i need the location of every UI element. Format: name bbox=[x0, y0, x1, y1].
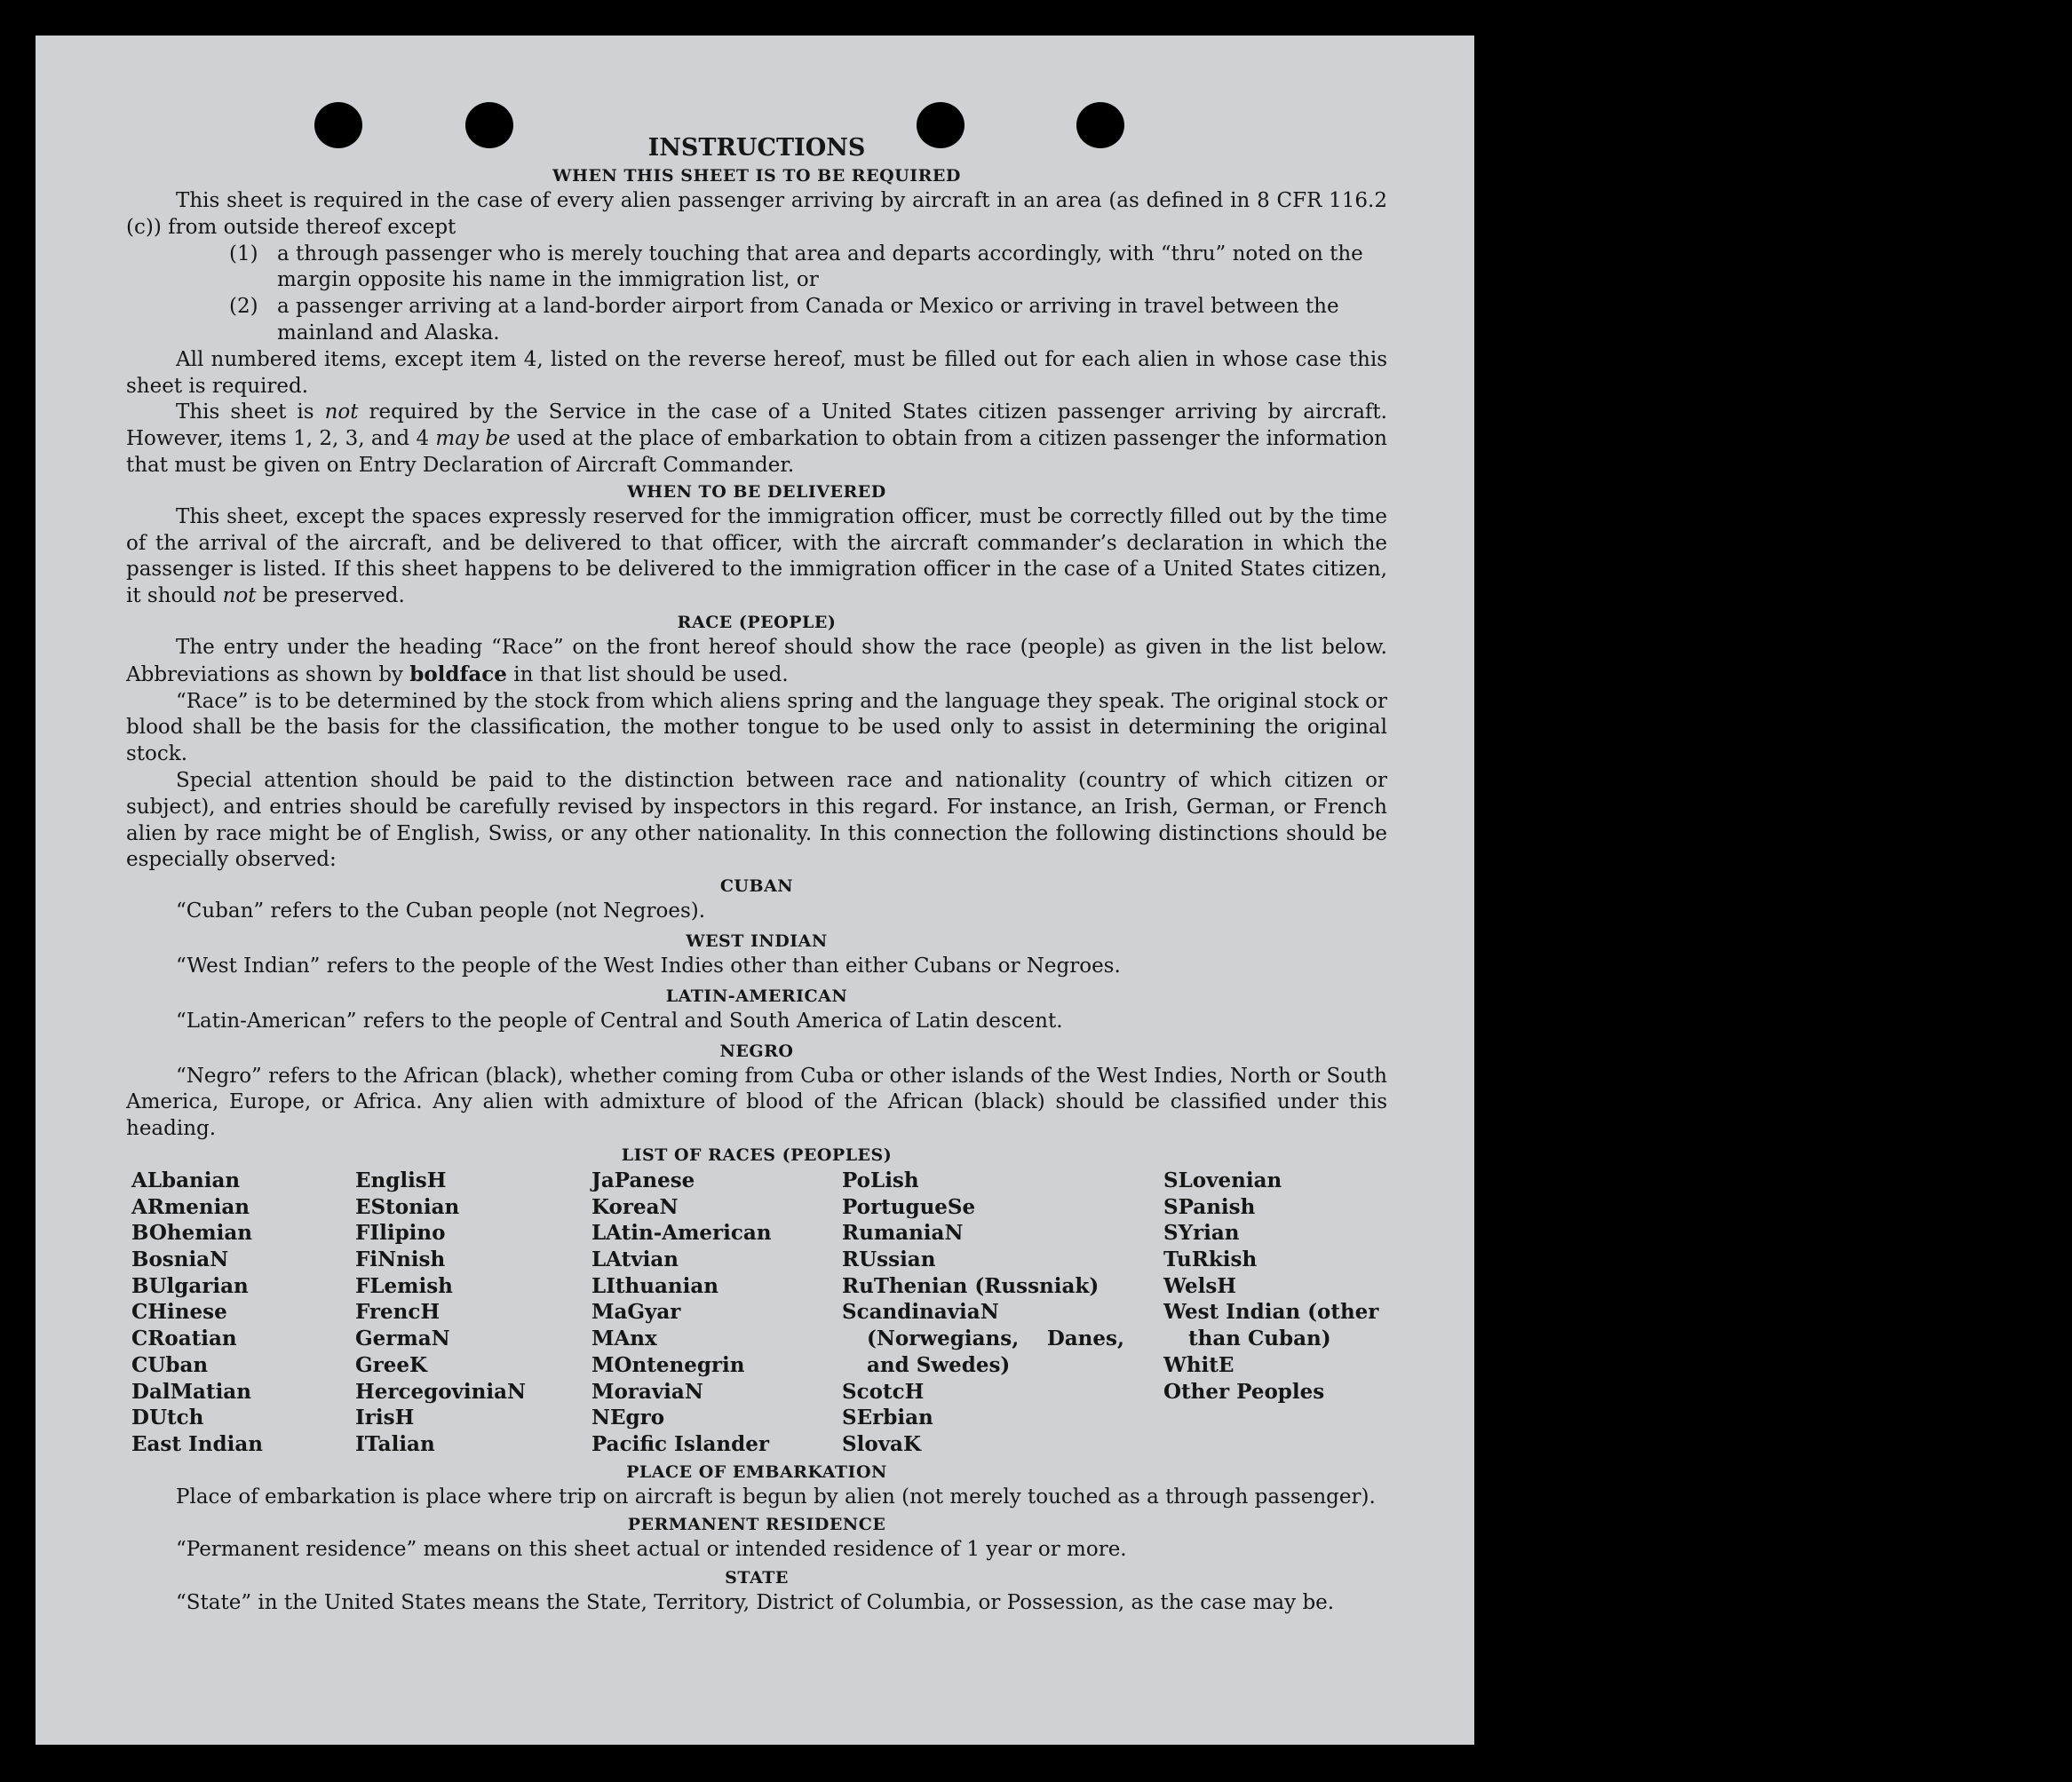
race-item: BOhemian bbox=[131, 1221, 252, 1246]
race-item: ScotcH bbox=[842, 1379, 925, 1404]
race-item: RumaniaN bbox=[842, 1221, 964, 1246]
race-item: MaGyar bbox=[591, 1300, 681, 1325]
item-text: a passenger arriving at a land-border airport from Canada or Mexico or arriving in travel between the mainland and Alaska. bbox=[277, 295, 1339, 345]
item-text: a through passenger who is merely touching that area and departs accordingly, with “thru” noted on the margin opposite his name in the immigration list, or bbox=[277, 242, 1363, 292]
paragraph: Special attention should be paid to the distinction between race and nationality (country of which citizen or subject), and entries should be carefully revised by inspectors in this regard. For instance, an Irish, German, or French alien by race might be of English, Swiss, or any other nationality. In this connection the following distinctions should be especially observed: bbox=[126, 768, 1387, 872]
paragraph: This sheet, except the spaces expressly reserved for the immigration officer, must be correctly filled out by the time of the arrival of the aircraft, and be delivered to that officer, with the aircraft commander’s declaration in which the passenger is listed. If this sheet happens to be delivered to the immigration officer in the case of a United States citizen, it should not be preserved. bbox=[126, 504, 1387, 608]
paragraph: “State” in the United States means the State, Territory, District of Columbia, or Possession, as the case may be. bbox=[176, 1591, 1335, 1615]
numbered-item bbox=[126, 242, 1387, 295]
race-column bbox=[591, 1168, 842, 1458]
race-item: GermaN bbox=[355, 1327, 450, 1351]
race-item: PortugueSe bbox=[842, 1194, 976, 1219]
race-item: MOntenegrin bbox=[591, 1352, 745, 1377]
race-column bbox=[842, 1168, 1163, 1458]
document-sheet bbox=[36, 36, 1474, 1745]
race-item: CHinese bbox=[131, 1300, 227, 1325]
paragraph: “Latin-American” refers to the people of Central and South America of Latin descent. bbox=[176, 1009, 1063, 1033]
race-item: FrencH bbox=[355, 1300, 441, 1325]
race-item: HercegoviniaN bbox=[355, 1379, 527, 1404]
heading-west-indian: WEST INDIAN bbox=[686, 931, 828, 951]
instructions-body bbox=[126, 133, 1387, 1617]
race-item: MAnx bbox=[591, 1327, 657, 1351]
race-item: RuThenian (Russniak) bbox=[842, 1273, 1100, 1298]
race-item: GreeK bbox=[355, 1352, 428, 1377]
race-item: SPanish bbox=[1163, 1194, 1256, 1219]
race-item: PoLish bbox=[842, 1168, 919, 1192]
race-item: JaPanese bbox=[591, 1168, 695, 1192]
race-item: LIthuanian bbox=[591, 1273, 718, 1298]
race-item: FLemish bbox=[355, 1273, 453, 1298]
race-item: NEgro bbox=[591, 1406, 665, 1430]
race-item: KoreaN bbox=[591, 1194, 679, 1219]
heading-place-of-embarkation: PLACE OF EMBARKATION bbox=[626, 1461, 887, 1482]
race-item: West Indian (other than Cuban) bbox=[1163, 1300, 1379, 1351]
heading-list-of-races: LIST OF RACES (PEOPLES) bbox=[621, 1144, 893, 1165]
race-item: ARmenian bbox=[131, 1194, 250, 1219]
race-item: Other Peoples bbox=[1163, 1379, 1325, 1404]
heading-race: RACE (PEOPLE) bbox=[677, 612, 837, 632]
paragraph: “Permanent residence” means on this sheet actual or intended residence of 1 year or more. bbox=[176, 1538, 1127, 1562]
race-item: EnglisH bbox=[355, 1168, 447, 1192]
heading-when-required: WHEN THIS SHEET IS TO BE REQUIRED bbox=[552, 166, 961, 186]
heading-permanent-residence: PERMANENT RESIDENCE bbox=[627, 1515, 886, 1535]
race-column bbox=[1163, 1168, 1394, 1458]
race-item: DalMatian bbox=[131, 1379, 251, 1404]
race-item: LAtin-American bbox=[591, 1221, 772, 1246]
race-item: SErbian bbox=[842, 1406, 933, 1430]
paragraph: Place of embarkation is place where trip on aircraft is begun by alien (not merely touched as a through passenger). bbox=[176, 1485, 1376, 1509]
race-item: DUtch bbox=[131, 1406, 204, 1430]
race-item: RUssian bbox=[842, 1247, 936, 1272]
page-title: INSTRUCTIONS bbox=[647, 134, 866, 162]
item-number: (2) bbox=[229, 295, 258, 319]
heading-latin-american: LATIN-AMERICAN bbox=[665, 986, 848, 1006]
paragraph: “Cuban” refers to the Cuban people (not Negroes). bbox=[176, 899, 706, 923]
paragraph: “West Indian” refers to the people of the West Indies other than either Cubans or Negroes. bbox=[176, 954, 1121, 978]
heading-state: STATE bbox=[725, 1568, 789, 1588]
race-item: BosniaN bbox=[131, 1247, 229, 1272]
race-item: SLovenian bbox=[1163, 1168, 1282, 1192]
race-item: BUlgarian bbox=[131, 1273, 249, 1298]
race-column bbox=[131, 1168, 355, 1458]
race-item: SYrian bbox=[1163, 1221, 1240, 1246]
race-item: LAtvian bbox=[591, 1247, 679, 1272]
race-item: East Indian bbox=[131, 1431, 263, 1456]
paragraph: “Negro” refers to the African (black), whether coming from Cuba or other islands of the West Indies, North or South America, Europe, or Africa. Any alien with admixture of blood of the African (black) should be classified under this heading. bbox=[126, 1064, 1387, 1141]
paragraph: All numbered items, except item 4, listed on the reverse hereof, must be filled out for each alien in whose case this sheet is required. bbox=[126, 347, 1387, 398]
race-item: ALbanian bbox=[131, 1168, 241, 1192]
race-item: EStonian bbox=[355, 1194, 460, 1219]
race-item: CUban bbox=[131, 1352, 209, 1377]
paragraph: “Race” is to be determined by the stock from which aliens spring and the language they speak. The original stock or blood shall be the basis for the classification, the mother tongue to be used only to assist in determining the original stock. bbox=[126, 689, 1387, 766]
race-item: TuRkish bbox=[1163, 1247, 1258, 1272]
item-number: (1) bbox=[229, 242, 258, 265]
heading-cuban: CUBAN bbox=[719, 876, 794, 897]
race-item: Pacific Islander bbox=[591, 1431, 769, 1456]
race-item: FiNnish bbox=[355, 1247, 446, 1272]
race-item: CRoatian bbox=[131, 1327, 237, 1351]
race-item: FIlipino bbox=[355, 1221, 446, 1246]
numbered-item bbox=[126, 294, 1387, 347]
paragraph: The entry under the heading “Race” on the front hereof should show the race (people) as given in the list below. Abbreviations as shown by boldface in that list should be used. bbox=[126, 635, 1387, 686]
paragraph: This sheet is required in the case of every alien passenger arriving by aircraft in an area (as defined in 8 CFR 116.2 (c)) from outside thereof except bbox=[126, 189, 1387, 239]
race-item: MoraviaN bbox=[591, 1379, 703, 1404]
paragraph: This sheet is not required by the Service in the case of a United States citizen passenger arriving by aircraft. However, items 1, 2, 3, and 4 may be used at the place of embarkation to obtain from a citizen passenger the information that must be given on Entry Declaration of Aircraft Commander. bbox=[126, 400, 1387, 477]
race-item: IrisH bbox=[355, 1406, 415, 1430]
race-item: ScandinaviaN (Norwegians, Danes, and Swedes) bbox=[842, 1300, 1124, 1377]
heading-when-delivered: WHEN TO BE DELIVERED bbox=[627, 481, 886, 502]
race-item: WelsH bbox=[1163, 1273, 1237, 1298]
race-item: WhitE bbox=[1163, 1352, 1234, 1377]
race-list bbox=[131, 1168, 1387, 1458]
race-item: ITalian bbox=[355, 1431, 435, 1456]
race-item: SlovaK bbox=[842, 1431, 921, 1456]
heading-negro: NEGRO bbox=[719, 1041, 794, 1061]
race-column bbox=[355, 1168, 591, 1458]
